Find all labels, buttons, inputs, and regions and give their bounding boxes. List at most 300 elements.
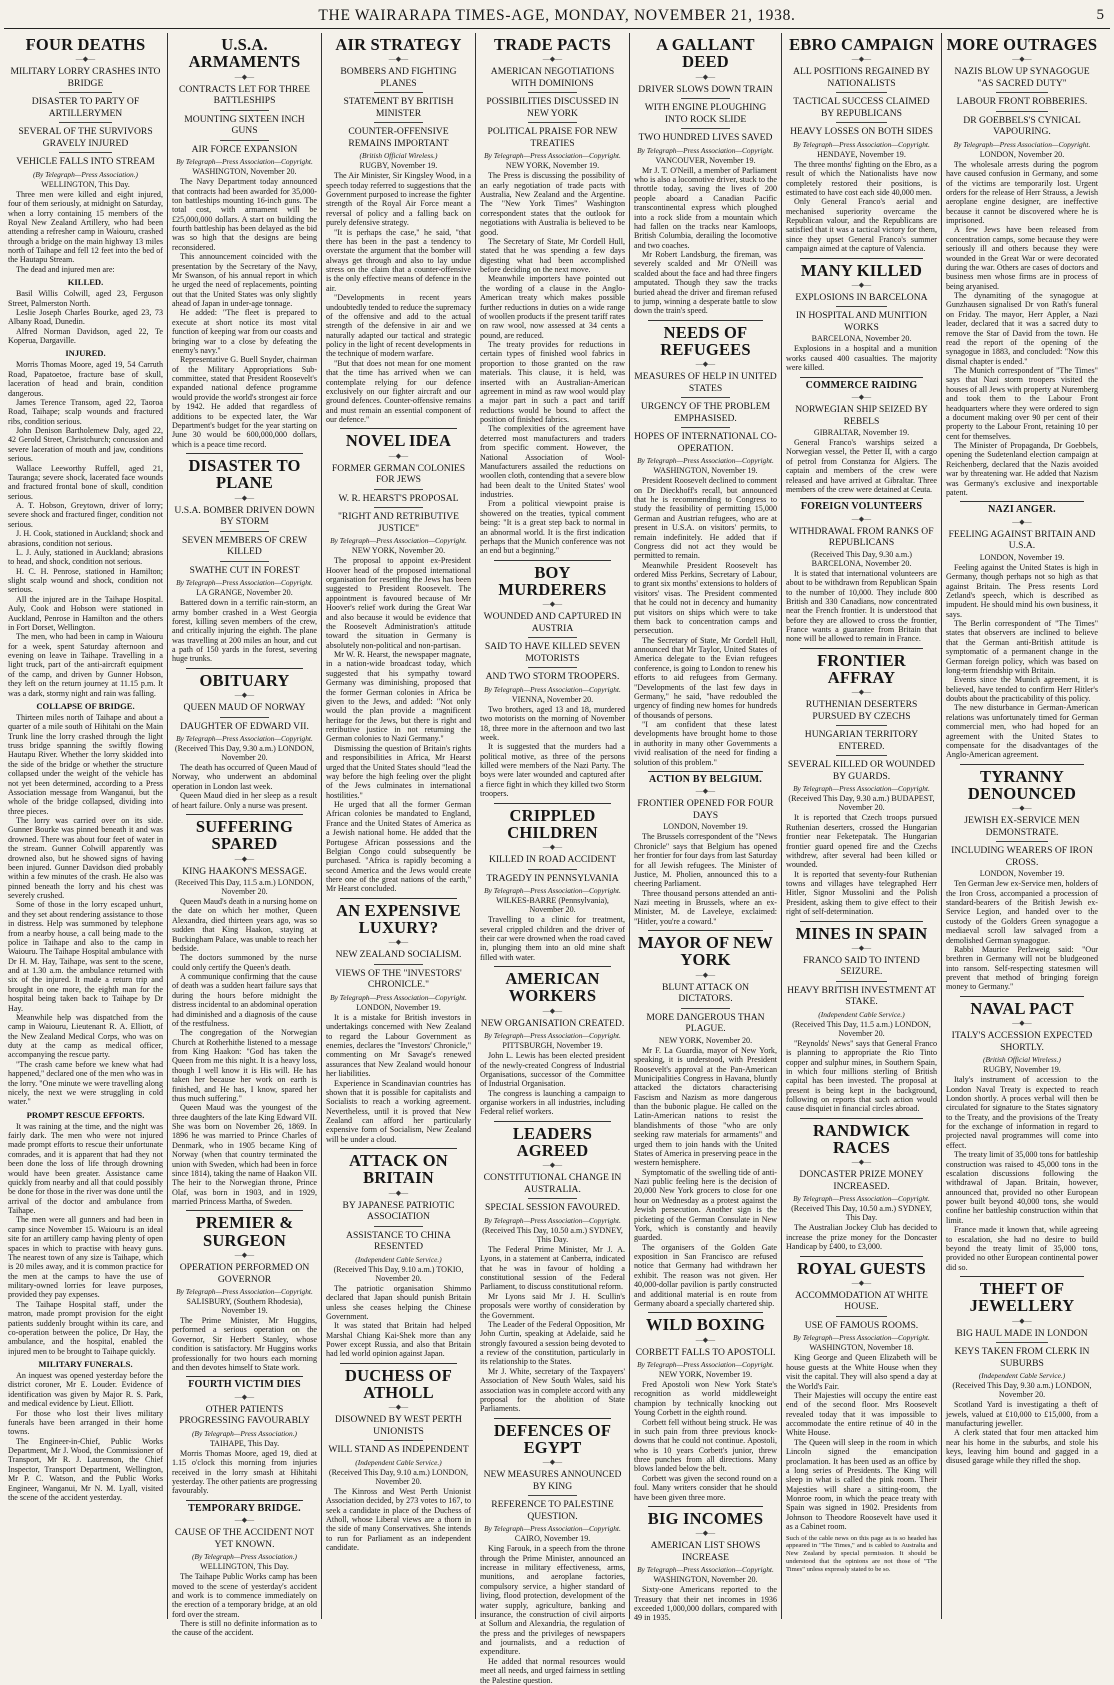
paragraph: A. T. Hobson, Greytown, driver of lorry; severe shock and fractured finger, condition not serious. [8,501,163,529]
dateline: CAIRO, November 19. [514,1534,591,1544]
news-article [480,560,625,799]
paragraph: General Franco's warships seized a Norwegian vessel, the Petter II, with a cargo of petrol from Constanza for Algiers. The captain and members of the crew were released and have arrived at Gibraltar. Three members of the crew were detained at Ceuta. [786,438,937,494]
headline-ornament: —◆— [1012,1316,1032,1325]
byline: (By Telegraph—Press Association.) [32,169,139,179]
subheadline: CAUSE OF THE ACCIDENT NOT YET KNOWN. [174,1527,315,1550]
headline-ornament: —◆— [851,943,872,952]
news-article [786,1256,937,1574]
paragraph: "Developments in recent years undoubtedly tended to reduce the supremacy of the offensive and add to the actual strength of the defensive in air and we naturally adapted our tactical and strategic policy in the light of recent developments in the technique of modern warfare. [326,293,471,359]
byline: By Telegraph—Press Association—Copyright. [176,734,313,744]
subhead-rule [374,1226,423,1227]
headline: BIG INCOMES [647,1508,764,1528]
headline: MANY KILLED [800,260,923,280]
headline-ornament: —◆— [695,787,716,796]
paragraph: This announcement coincided with the presentation by the Secretary of the Navy, Mr Swanson, of his annual report in which he urged the need of replacements, pointing out that the United States was only slightly ahead of Japan in under-age tonnage. [172,252,317,308]
subheadline: POLITICAL PRAISE FOR NEW TREATIES [487,126,618,149]
article-body [172,1449,317,1496]
headline-ornament: —◆— [542,1006,563,1015]
paragraph: The wholesale arrests during the pogrom have caused confusion in Germany, and some of the victims are temporarily lost. Urgent orders for the release of Herr Strauss, a Jewish aeroplane engine designer, are ineffective because it cannot be discovered where he is imprisoned. [946,159,1098,226]
subheadline: CORBETT FALLS TO APOSTOLI. [635,1346,776,1358]
news-article [786,648,937,917]
article-separator [648,771,763,772]
headline: FOREIGN VOLUNTEERS [800,501,923,513]
byline: By Telegraph—Press Association—Copyright. [793,784,930,794]
news-column [942,33,1102,1619]
byline: By Telegraph—Press Association—Copyright. [953,139,1091,149]
subheadline: BY JAPANESE PATRIOTIC ASSOCIATION [342,1199,455,1223]
paragraph: The complexities of the agreement have deterred most manufacturers and traders from specific comment. However, the National Association of Wool-Manufacturers assailed the reductions on woollen cloth, contending that a severe blow had been dealt to the United States' wool industries. [480,424,625,500]
subhead-rule [374,1440,423,1441]
paragraph: The Leader of the Federal Opposition, Mr John Curtin, speaking at Adelaide, said he strongly favoured a session being devoted to a review of the constitution, particularly in its relationship to the States. [480,1319,625,1367]
article-separator [800,258,923,259]
subheadline: NORWEGIAN SHIP SEIZED BY REBELS [795,404,928,427]
subhead-rule [528,92,577,93]
article-body [480,1051,625,1117]
paragraph: Thirteen miles north of Taihape and about a quarter of a mile south of Hihitahi on the Main Trunk line the lorry crashed through the light truss bridge spanning the swiftly flowing Hautapu River. Whether the lorry skidded into the side of the bridge or whether the structure collapsed under the weight of the vehicle has not yet been determined, according to a Press Association message from Wanganui, but the whole of the bridge collapsed, dividing into three pieces. [8,712,163,816]
paragraph: Only General Franco's aerial and mechanised superiority overcame the Republican valour, and the Republicans are satisfied that it was a tactical victory for them, since they upset General Franco's summer campaign aimed at the capture of Valencia. [786,197,937,254]
subheadline: CONTRACTS LET FOR THREE BATTLESHIPS [178,83,311,107]
article-separator [494,966,611,967]
paragraph: Experience in Scandinavian countries has shown that it is possible for capitalists and Socialists to reach a working agreement. Nevertheless, until it is proved that New Zealand can afford her particularly expensive form of Socialism, New Zealand will be under a cloud. [326,1078,471,1144]
headline-ornament: —◆— [851,55,872,64]
dateline: HENDAYE, November 19. [817,149,906,159]
paragraph: The men were all gunners and had been in camp since November 15. Waiouru is an ideal site for an artillery camp having plenty of open spaces in which to practise with heavy guns. The nearest town of any size is Taihape, which is 20 miles away, and it is common practice for the men at the camps to have the use of military-owned lorries for leave purposes, provided they pay expenses. [8,1215,163,1300]
paragraph: The Air Minister, Sir Kingsley Wood, in a speech today referred to suggestions that the Government purposed to increase the fighter strength of the Royal Air Force meant a reversal of policy and a falling back on purely defensive strategy. [326,171,471,228]
paragraph: Travelling to a clinic for treatment, several crippled children and the driver of their car were drowned when the road caved in, plunging them into an old mine shaft filled with water. [480,915,625,962]
dateline: (Received This Day, 11.5 a.m.) LONDON, November 20. [175,878,314,897]
paragraph: The proposal to appoint ex-President Hoover head of the proposed international organisation for resettling the Jews has been suggested to President Roosevelt. The appointment is favoured because of Mr Hoover's relief work during the Great War and also because it would be evidence that the Roosevelt Administration's attitude toward the situation in Germany is absolutely non-political and non-partisan. [326,556,471,650]
subheadline: DAUGHTER OF EDWARD VII. [180,720,309,732]
subhead-rule [681,397,730,398]
news-article [480,803,625,963]
byline: (By Telegraph—Press Association.) [191,1552,298,1562]
paragraph: Battered down in a terrific rain-storm, an army bomber crashed in a West Georgia forest, killing seven members of the crew, and critically injuring the eighth. The plane was travelling at 200 miles an hour, and cut a path of 150 yards in the forest, severing huge trunks. [172,598,317,664]
subheadline: "RIGHT AND RETRIBUTIVE JUSTICE" [338,511,459,534]
subheadline: VIEWS OF THE "INVESTORS' CHRONICLE." [335,967,462,991]
dateline: (Received This Day, 9.30 a.m.) BUDAPEST, November 20. [788,794,935,813]
article-body [634,832,777,926]
paragraph: It is a mistake for British investors in undertakings concerned with New Zealand to regard the Labour Government as enemies, declares the "Investors' Chronicle," commenting on Mr Savage's renewed assurances that New Zealand would honour her liabilities. [326,1012,471,1079]
byline: (British Official Wireless.) [359,151,438,161]
article-separator [494,560,611,561]
headline: MORE OUTRAGES [946,35,1098,54]
paragraph: Representative G. Buell Snyder, chairman of the Military Appropriations Sub-committee, stated that President Roosevelt's expanded national defence programme would provide the world's strongest air force by 1942. He added that regardless of additions to be expected later, the War Department's budget for the year starting on June 30 would be 600,000,000 dollars, which is a peace time record. [172,355,317,449]
section-heading: KILLED. [67,277,104,288]
paragraph: Fred Apostoli won New York State's recognition as world middleweight champion by technically knocking out Young Corbett in the eighth round. [634,1380,777,1418]
headline-ornament: —◆— [1012,517,1032,526]
subhead-rule [528,122,577,123]
dateline: VIENNA, November 20. [511,694,594,704]
byline: (Independent Cable Service.) [355,1254,442,1264]
paragraph: Mr Lyons said Mr J. H. Scullin's proposals were worthy of consideration by the Government. [480,1291,625,1320]
subhead-rule [374,507,423,508]
news-article [946,996,1098,1272]
dateline: WILKES-BARRE (Pennsylvania), November 20. [496,896,609,915]
article-separator [960,1276,1084,1277]
article-body [946,1400,1098,1466]
dateline: NEW YORK, November 20. [658,1035,753,1045]
subheadline: USE OF FAMOUS ROOMS. [804,1319,919,1331]
article-body [480,1544,625,1685]
article-separator [340,898,457,899]
subhead-rule [528,637,577,638]
paragraph: Meanwhile President Roosevelt has ordered Miss Perkins, Secretary of Labour, to grant six months' extensions to holders of visitors' visas. The President commented that he could not in decency and humanity put visitors on ships which were to take them back to concentration camps and persecution. [634,560,777,636]
subheadline: SEVERAL OF THE SURVIVORS GRAVELY INJURED [18,126,153,149]
article-separator [800,648,923,649]
subheadline: ALL POSITIONS REGAINED BY NATIONALISTS [793,66,930,89]
paragraph: Ten German Jew ex-Service men, holders of the Iron Cross, accompanied a procession of standard-bearers of the British Jewish ex-Service Legion, and handed over to the custody of the Golders Green synagogue a mediaeval scroll law salvaged from a demolished German synagogue. [946,879,1098,945]
news-article [480,36,625,556]
paragraph: The Secretary of State, Mr Cordell Hull, stated that he was spending a few days digesting what had been accomplished before deciding on the next move. [480,236,625,275]
paragraph: The Berlin correspondent of "The Times" states that observers are inclined to believe that the German anti-British attitude is symptomatic of a permanent change in the German foreign policy, which was based on long-term friendship with Britain. [946,619,1098,675]
dateline: TAIHAPE, This Day. [209,1438,280,1448]
headline: U.S.A. ARMAMENTS [188,35,301,72]
subhead-rule [220,561,269,562]
subheadline: DR GOEBBELS'S CYNICAL VAPOURING. [963,114,1081,138]
article-separator [800,498,923,499]
paragraph: A clerk stated that four men attacked him near his home in the suburbs, and stole his keys, leaving him bound and gagged in a disused garage while they rifled the shop. [946,1428,1098,1466]
article-body [172,598,317,664]
subheadline: NEW ORGANISATION CREATED. [480,1017,625,1029]
subheadline: DISASTER TO PARTY OF ARTILLERYMEN [31,96,140,119]
headline-ornament: —◆— [542,600,563,609]
article-separator [340,428,457,429]
subhead-rule [996,111,1048,112]
article-separator [186,1210,303,1211]
paragraph: It was raining at the time, and the night was fairly dark. The men who were not injured made prompt efforts to rescue their unfortunate comrades, and it is apparent that had they not been done the loss of life through drowning would have been greater. Assistance came quickly from nearby and all that could possibly be done for those in the river was done until the arrival of the doctor and ambulance from Taihape. [8,1121,163,1216]
subheadline: OPERATION PERFORMED ON GOVERNOR [179,1262,310,1285]
dateline: WASHINGTON, November 20. [192,167,297,177]
subheadline: INCLUDING WEARERS OF IRON CROSS. [951,845,1093,868]
paragraph: Meanwhile importers have pointed out the wording of a clause in the Anglo-American treaty which makes possible further reductions in duties on a wide range of woollen products if the present tariff rates on raw wool, now assessed at 34 cents a pound, are reduced. [480,274,625,340]
byline: By Telegraph—Press Association—Copyright. [484,1524,621,1534]
paragraph: A communique confirming that the cause of death was a sudden heart failure says that during the hours before midnight the distress incidental to an abdominal operation had diminished and a diagnosis of the cause of the restfulness. [172,972,317,1028]
paragraph: The dynamiting of the synagogue at Gunzhausen signalised Dr von Rath's funeral on Friday. The mayor, Herr Appler, a Nazi leader, declared that it was a sacred duty to remove the Star of David from the town. He read the report of the opening of the synagogue in 1883, and concluded: "Now this dismal chapter is ended." [946,291,1098,366]
article-body [786,344,937,372]
page-number: 5 [1096,7,1104,23]
article-body [634,1585,777,1623]
dateline: LA GRANGE, November 20. [196,588,293,598]
headline: NOVEL IDEA [345,431,452,451]
headline: LEADERS AGREED [512,1123,593,1161]
subhead-rule [836,1316,887,1317]
dateline: RUGBY, November 19. [983,1065,1061,1075]
subhead-rule [220,717,269,718]
subheadline: KILLED IN ROAD ACCIDENT [488,854,617,866]
headline: A GALLANT DEED [656,35,755,72]
subheadline: NAZIS BLOW UP SYNAGOGUE "AS SACRED DUTY" [954,66,1090,89]
subhead-rule [374,964,423,965]
article-body [326,171,471,424]
article-body [786,160,937,254]
paragraph: Leslie Joseph Charles Bourke, aged 23, 73 Albany Road, Dunedin. [8,307,163,327]
paragraph: The three months' fighting on the Ebro, as a result of which the Nationalists have now completely restored their positions, is estimated to have cost each side 40,000 men. [786,159,937,197]
subheadline: KING HAAKON'S MESSAGE. [182,865,307,877]
dateline: (Received This Day, 9.10 a.m.) TOKIO, November 20. [333,1264,464,1283]
subheadline: SWATHE CUT IN FOREST [189,564,300,576]
subheadline: FORMER GERMAN COLONIES FOR JEWS [331,462,466,486]
subheadline: TACTICAL SUCCESS CLAIMED BY REPUBLICANS [793,96,930,119]
headline-ornament: —◆— [851,280,872,289]
subheadline: SPECIAL SESSION FAVOURED. [485,1202,620,1214]
headline-ornament: —◆— [388,1403,409,1412]
article-body [786,1353,937,1531]
paragraph: Basil Willis Colwill, aged 23, Ferguson Street, Palmerston North. [8,289,163,308]
paragraph: The doctors summoned by the nurse could only certify the Queen's death. [172,953,317,972]
masthead [4,4,1110,29]
dateline: LONDON, November 19. [979,552,1065,562]
headline: THEFT OF JEWELLERY [969,1279,1075,1316]
paragraph: The Australian Jockey Club has decided to increase the prize money for the Doncaster Handicap by £400, to £3,000. [786,1223,937,1252]
paragraph: King George and Queen Elizabeth will be house guests at the White House when they visit the capital. They will also spend a day at the World's Fair. [786,1353,937,1391]
subhead-rule [59,152,112,153]
article-body [786,569,937,644]
dateline: GIBRALTAR, November 19. [813,428,910,437]
paragraph: J. H. Cook, stationed in Auckland; shock and abrasions, condition not serious. [8,529,163,548]
headline: AMERICAN WORKERS [505,969,600,1006]
paragraph: The treaty limit of 35,000 tons for battleship construction was raised to 45,000 tons in the escalation discussions following the withdrawal of Japan. Britain, however, announced that, provided no other European power built beyond 40,000 tons, she would confine her battleship construction within that limit. [946,1150,1098,1225]
paragraph: There is still no definite information as to the cause of the accident. [172,1619,317,1638]
subheadline: VEHICLE FALLS INTO STREAM [16,156,155,168]
paragraph: Queen Maud's death in a nursing home on the date on which her mother, Queen Alexandra, died thirteen years ago, was so sudden that King Haakon, staying at Buckingham Palace, was unable to reach her bedside. [172,897,317,953]
dateline: PITTSBURGH, November 19. [502,1041,603,1051]
headline-ornament: —◆— [234,1392,255,1401]
subheadline: LABOUR FRONT ROBBERIES. [956,96,1088,108]
headline-ornament: —◆— [1012,804,1032,813]
news-article [634,320,777,767]
subhead-rule [996,841,1048,842]
paragraph: Mr J. White, secretary of the Taxpayers' Association of New South Wales, said his association was in complete accord with any proposal for the abolition of State Parliaments. [480,1366,625,1414]
byline: By Telegraph—Press Association—Copyright. [793,139,930,149]
subheadline: JEWISH EX-SERVICE MEN DEMONSTRATE. [964,815,1080,838]
article-body [172,177,317,449]
dateline: (Received This Day, 9.10 a.m.) LONDON, November 20. [328,1467,469,1486]
article-body [634,476,777,767]
subhead-rule [59,92,112,93]
subhead-rule [681,98,730,99]
subheadline: U.S.A. BOMBER DRIVEN DOWN BY STORM [174,504,315,528]
paragraph: The patriotic organisation Shimmo declared that Japan should punish Britain unless she ceases helping the Chinese Government. [326,1283,471,1321]
headline: WILD BOXING [645,1315,766,1335]
headline: MINES IN SPAIN [795,923,928,943]
subheadline: W. R. HEARST'S PROPOSAL [338,492,459,504]
headline: FOURTH VICTIM DIES [188,1379,301,1391]
paragraph: All the injured are in the Taihape Hospital. Auly, Cook and Hobson were stationed in Auckland, Penrose in Hamilton and the others in Fort Dorset, Wellington. [8,594,163,632]
subhead-rule [836,725,887,726]
paragraph: He added that normal resources would meet all needs, and urged fairness in settling the Palestine question. [480,1656,625,1685]
headline-ornament: —◆— [388,55,409,64]
dateline: WELLINGTON, This Day. [41,179,130,189]
article-separator [800,921,923,922]
subheadline: FEELING AGAINST BRITAIN AND U.S.A. [948,528,1096,552]
subheadline: WITHDRAWAL FROM RANKS OF REPUBLICANS [789,525,934,549]
paragraph: Mr J. T. O'Neill, a member of Parliament who is also a locomotive driver, stuck to the throttle today, saving the lives of 200 people aboard a Canadian Pacific transcontinental express which ploughed into a rock slide from a mountain which had fallen on the tracks near Kamloops, British Columbia, derailing the locomotive and two coaches. [634,165,777,250]
paragraph: Morris Thomas Moore, aged 19, 54 Carruth Road, Papatoetoe, fracture base of skull, laceration of head and brain, condition dangerous. [8,360,163,398]
headline-ornament: —◆— [234,691,255,700]
paragraph: The Munich correspondent of "The Times" says that Nazi storm troopers visited the houses of all Jews with property at Nuremberg and took them to the Labour Front headquarters where they were ordered to sign a document making over 90 per cent of their property to the Labour Front, retaining 10 per cent for themselves. [946,366,1098,441]
paragraph: It is reported that seventy-four Ruthenian towns and villages have telegraphed Herr Hitler, Signor Mussolini and the Polish President, asking them to give effect to their right of self-determination. [786,869,937,917]
subheadline: FRANCO SAID TO INTEND SEIZURE. [803,954,920,978]
news-article [326,1148,471,1359]
headline-ornament: —◆— [234,1516,255,1525]
article-separator [494,1418,611,1419]
article-body [172,1572,317,1638]
subheadline: BLUNT ATTACK ON DICTATORS. [662,981,749,1005]
headline: AIR STRATEGY [335,35,462,54]
article-body [946,879,1098,992]
headline: MAYOR OF NEW YORK [637,933,773,970]
news-column [630,33,782,1623]
byline: By Telegraph—Press Association—Copyright. [637,145,774,155]
subheadline: TWO HUNDRED LIVES SAVED [638,132,773,144]
headline: ATTACK ON BRITAIN [349,1151,448,1188]
news-article [326,428,471,893]
subheadline: AIR FORCE EXPANSION [191,143,298,155]
article-body [946,160,1098,498]
dateline: (Received This Day, 10.50 a.m.) SYDNEY, This Day. [791,1204,932,1223]
paragraph: President Roosevelt declined to comment on Dr Dieckhoff's recall, but announced that he is recommending to Congress to study the feasibility of permitting 15,000 German and Austrian refugees, who are at present in U.S.A. on visitors' permits, to remain indefinitely. He added that if Congress did not act they would be permitted to remain. [634,476,777,561]
article-body [786,1223,937,1251]
headline-ornament: —◆— [695,1335,716,1344]
headline-ornament: —◆— [388,451,409,460]
byline: By Telegraph—Press Association—Copyright. [793,1333,930,1343]
headline: NAZI ANGER. [988,504,1056,516]
subhead-rule [220,140,269,141]
headline-ornament: —◆— [1012,1019,1032,1028]
byline: By Telegraph—Press Association—Copyright. [484,1215,621,1225]
article-separator [340,1148,457,1149]
subhead-rule [528,1495,577,1496]
subhead-rule [374,122,423,123]
news-article [172,668,317,810]
byline: (Independent Cable Service.) [355,1457,442,1467]
news-article [786,36,937,254]
paragraph: "But that does not mean for one moment that the time has arrived when we can contemplate relying for our defence exclusively on our fighter aircraft and our ground defences. Counter-offensive remains and must remain an essential component of our defence." [326,358,471,425]
headline: AN EXPENSIVE LUXURY? [336,900,461,938]
subheadline: REFERENCE TO PALESTINE QUESTION. [491,1499,614,1522]
news-article [634,1506,777,1623]
paragraph: Mr F. La Guardia, mayor of New York, speaking, it is understood, with President Roosevelt's approval at the Pan-American Municipalities Congress in Havana, bluntly attacked the dictators characterising Fascism and Nazism as more dangerous than the bubonic plague. He called on the Latin-American nations to resist the blandishments of those "who are only seeking raw materials for armaments" and urged them to join hands with the United States of America in preserving peace in the western hemisphere. [634,1045,777,1168]
news-column [476,33,630,1685]
paragraph: The Brussels correspondent of the "News Chronicle" says that Belgium has opened her frontier for four days from last Saturday for all Jewish refugees. The Minister of Justice, M. Pholien, announced this to a cheering Parliament. [634,832,777,889]
headline-ornament: —◆— [388,938,409,947]
subhead-rule [681,1008,730,1009]
paragraph: The new disturbance in German-American relations was unfortunately timed for German commercial men, who had hoped for an agreement with the United States to compensate for the disadvantages of the Anglo-American agreement. [946,703,1098,760]
headline: NAVAL PACT [970,998,1074,1018]
headline-ornament: —◆— [234,1251,255,1260]
subheadline: KEYS TAKEN FROM CLERK IN SUBURBS [954,1346,1090,1369]
article-body [326,1284,471,1359]
dateline: (Received This Day, 9.30 a.m.) LONDON, November 20. [174,744,315,763]
subheadline: HEAVY LOSSES ON BOTH SIDES [790,126,933,138]
subheadline: WOUNDED AND CAPTURED IN AUSTRIA [483,611,622,634]
article-separator [186,453,303,454]
subhead-rule [996,1342,1048,1343]
dateline: NEW YORK, November 20. [351,546,446,556]
subheadline: HUNGARIAN TERRITORY ENTERED. [804,729,919,752]
paragraph: The men, who had been in camp in Waiouru for a week, spent Saturday afternoon and evening on leave in Taihape. Travelling in a light truck, part of the anti-aircraft equipment of the camp, and driven by Gunner Hobson, they left on the return journey at 11.15 p.m. It was a dark, stormy night and rain was falling. [8,632,163,698]
headline: NEEDS OF REFUGEES [660,322,751,359]
article-separator [648,1506,763,1507]
subhead-rule [528,667,577,668]
paragraph: John L. Lewis has been elected president of the newly-created Congress of Industrial Organisations, successor of the Committee of Industrial Organisation. [480,1051,625,1089]
paragraph: It is stated that international volunteers are about to be withdrawn from Republican Spain to the number of 10,000. They include 800 British and 330 Canadians, now concentrated near the French frontier. It is understood that before they are allowed to cross the frontier, France wants a guarantee from Britain that none will be allowed to remain in France. [786,568,937,644]
headline-ornament: —◆— [851,688,872,697]
headline: RANDWICK RACES [813,1120,910,1158]
subheadline: ACCOMMODATION AT WHITE HOUSE. [795,1289,928,1313]
paragraph: The death has occurred of Queen Maud of Norway, who underwent an abdominal operation in London last week. [172,763,317,791]
dateline: WELLINGTON, This Day. [200,1562,289,1572]
dateline: LONDON, November 19. [979,869,1065,879]
paragraph: The Federal Prime Minister, Mr J. A. Lyons, in a statement at Canberra, indicated that he was in favour of holding a constitutional session of the Federal Parliament, to discuss constitutional reform. [480,1244,625,1292]
news-article [326,1363,471,1553]
subheadline: BOMBERS AND FIGHTING PLANES [340,66,457,89]
news-article [172,453,317,664]
byline: (Independent Cable Service.) [978,1371,1066,1381]
subheadline: ASSISTANCE TO CHINA RESENTED [346,1229,451,1253]
dateline: (Received This Day, 10.50 a.m.) SYDNEY, This Day. [482,1225,623,1244]
news-article [786,377,937,495]
headline: DUCHESS OF ATHOLL [345,1365,452,1403]
article-body [172,1316,317,1372]
subhead-rule [220,531,269,532]
paragraph: The organisers of the Golden Gate exposition in San Francisco are refused notice that Germany had withdrawn her exhibit. The reason was not given. Her 40,000-dollar pavilion is partly constructed and additional material is en route from Germany aboard a specially chartered ship. [634,1242,777,1308]
byline: By Telegraph—Press Association—Copyright. [484,684,621,694]
dateline: WASHINGTON, November 19. [653,466,758,476]
article-separator [186,1500,303,1501]
article-body [172,897,317,1206]
paragraph: For those who lost their lives military funerals have been arranged in their home towns. [8,1408,163,1437]
headline: TEMPORARY BRIDGE. [188,1502,301,1514]
article-body [786,438,937,494]
subheadline: IN HOSPITAL AND MUNITION WORKS [795,310,928,333]
paragraph: The Taihape Public Works camp has been moved to the scene of yesterday's accident and work is to commence immediately on the erection of a temporary bridge, at an old ford over the stream. [172,1572,317,1619]
column-container [4,33,1110,1685]
headline: SUFFERING SPARED [195,816,294,854]
article-body [946,563,1098,760]
article-separator [494,803,611,804]
subheadline: RUTHENIAN DESERTERS PURSUED BY CZECHS [805,699,918,722]
news-article [326,898,471,1144]
headline: ROYAL GUESTS [797,1258,926,1278]
subhead-rule [996,92,1048,93]
paragraph: The Prime Minister, Mr Huggins, performed a serious operation on the Governor, Sir Herbert Stanley, whose condition is satisfactory. Mr Huggins works professionally for two hours each morning and then devotes himself to State work. [172,1316,317,1372]
article-separator [648,930,763,931]
subheadline: SEVERAL KILLED OR WOUNDED BY GUARDS. [787,759,936,782]
headline-ornament: —◆— [851,514,872,523]
headline-ornament: —◆— [542,1458,563,1467]
subhead-rule [681,427,730,428]
paragraph: Three thousand persons attended an anti-Nazi meeting in Brussels, where an ex-Minister, M. de Laveleye, exclaimed: "Hitler, you're a coward." [634,888,777,926]
article-separator [960,996,1084,997]
headline: TRADE PACTS [494,35,611,54]
paragraph: "It is perhaps the case," he said, "that there has been in the past a tendency to overstate the argument that the bomber will always get through and also to lay undue stress on the claim that a counter-offensive is the only effective means of defence in the air. [326,227,471,293]
subheadline: SEVEN MEMBERS OF CREW KILLED [182,534,307,558]
headline: COMMERCE RAIDING [805,379,918,391]
byline: By Telegraph—Press Association—Copyright. [637,1565,774,1575]
article-body [480,915,625,962]
headline: DEFENCES OF EGYPT [493,1420,612,1457]
headline: EBRO CAMPAIGN [789,35,934,54]
subhead-rule [374,489,423,490]
paragraph: Queen Maud was the youngest of the three daughters of the late King Edward VII. She was born on November 26, 1869. In 1896 he was married to Prince Charles of Denmark, who in 1905 became King of Norway (when that country terminated the union with Sweden, which had been in force since 1814), taking the name of Haakon VII. The heir to the Norwegian throne, Prince Olaf, was born in 1903, and in 1929, married Princess Martha, of Sweden. [172,1103,317,1207]
headline-ornament: —◆— [388,1188,409,1197]
news-article [8,36,163,1502]
subhead-rule [836,755,887,756]
subheadline: MILITARY LORRY CRASHES INTO BRIDGE [10,66,161,89]
paragraph: The Secretary of State, Mr Cordell Hull, announced that Mr Taylor, United States of America delegate to the Evian refugees conference, is going to London to renew his efforts to aid refugees from Germany. "Developments of the last few days in Germany," he said, "have redoubled the urgency of finding new homes for hundreds of thousands of persons. [634,635,777,720]
article-separator [186,814,303,815]
